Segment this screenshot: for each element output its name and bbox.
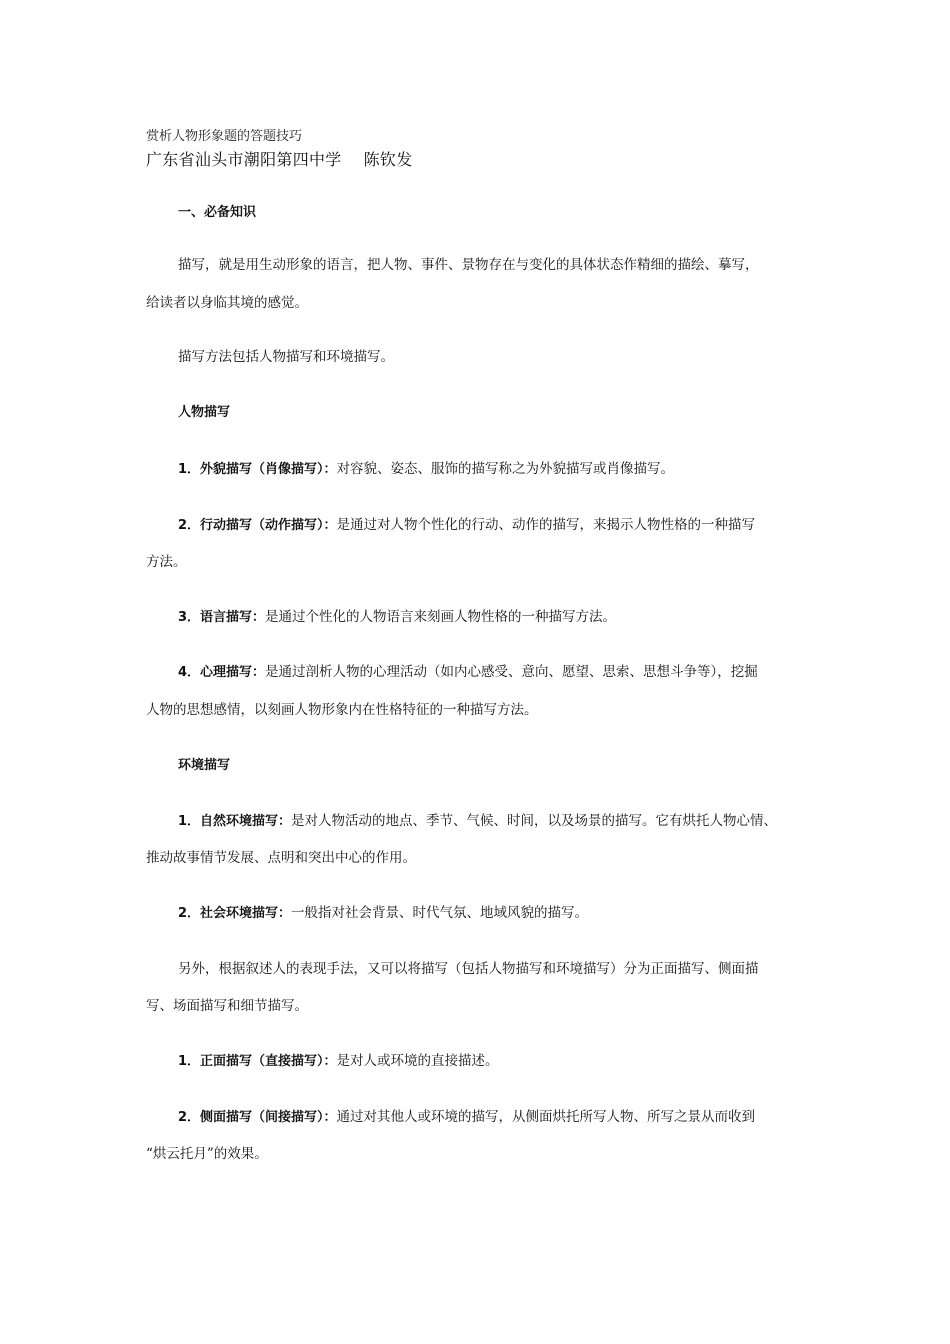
list-item-indirect: 2．侧面描写（间接描写）：通过对其他人或环境的描写，从侧面烘托所写人物、所写之景从而收到 — [178, 1109, 756, 1125]
author-name: 陈钦发 — [363, 150, 413, 169]
paragraph-description-line1: 描写，就是用生动形象的语言，把人物、事件、景物存在与变化的具体状态作精细的描绘、摹写， — [178, 257, 759, 273]
list-item-psychology-line2: 人物的思想感情，以刻画人物形象内在性格特征的一种描写方法。 — [146, 702, 538, 718]
school-name: 广东省汕头市潮阳第四中学 — [146, 150, 342, 169]
list-item-social-environment: 2．社会环境描写：一般指对社会背景、时代气氛、地域风貌的描写。 — [178, 905, 589, 921]
list-item-action: 2．行动描写（动作描写）：是通过对人物个性化的行动、动作的描写，来揭示人物性格的一种描写 — [178, 517, 756, 533]
author-line — [146, 151, 413, 169]
subheading-person: 人物描写 — [178, 405, 231, 420]
list-item-action-line2: 方法。 — [146, 554, 187, 570]
paragraph-other-line2: 写、场面描写和细节描写。 — [146, 998, 308, 1014]
list-item-direct: 1．正面描写（直接描写）：是对人或环境的直接描述。 — [178, 1053, 499, 1069]
list-item-natural-environment: 1．自然环境描写：是对人物活动的地点、季节、气候、时间，以及场景的描写。它有烘托人物心情、 — [178, 813, 778, 829]
section-heading-knowledge: 一、必备知识 — [178, 205, 257, 220]
paragraph-description-line2: 给读者以身临其境的感觉。 — [146, 295, 308, 311]
subheading-environment: 环境描写 — [178, 758, 231, 773]
list-item-appearance: 1．外貌描写（肖像描写）：对容貌、姿态、服饰的描写称之为外貌描写或肖像描写。 — [178, 461, 675, 477]
list-item-indirect-line2: “烘云托月”的效果。 — [146, 1146, 268, 1162]
list-item-natural-environment-line2: 推动故事情节发展、点明和突出中心的作用。 — [146, 850, 416, 866]
paragraph-other-line1: 另外，根据叙述人的表现手法，又可以将描写（包括人物描写和环境描写）分为正面描写、侧面描 — [178, 961, 759, 977]
list-item-psychology: 4．心理描写：是通过剖析人物的心理活动（如内心感受、意向、愿望、思索、思想斗争等），挖掘 — [178, 664, 758, 680]
document-title: 赏析人物形象题的答题技巧 — [146, 129, 303, 144]
paragraph-methods: 描写方法包括人物描写和环境描写。 — [178, 349, 394, 365]
list-item-language: 3．语言描写：是通过个性化的人物语言来刻画人物性格的一种描写方法。 — [178, 609, 617, 625]
